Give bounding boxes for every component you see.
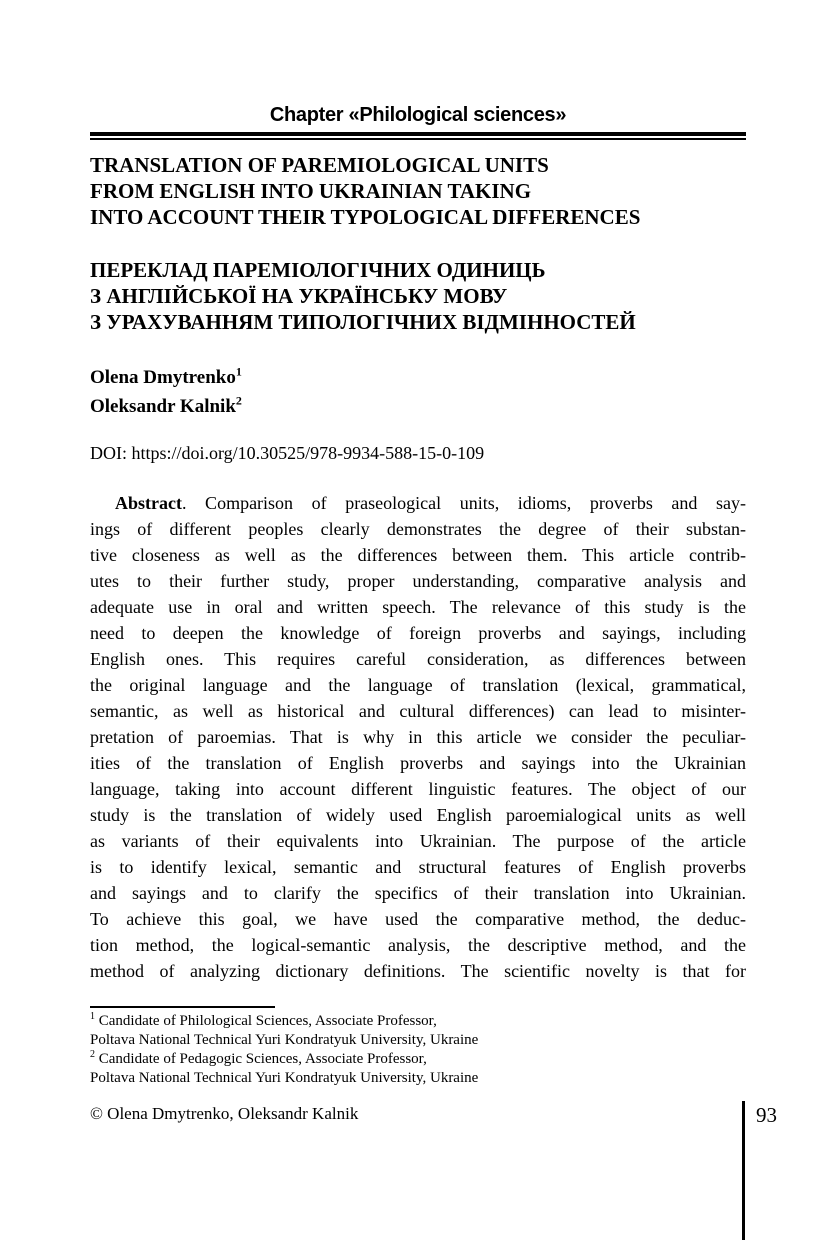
footnote-affiliation-text: Poltava National Technical Yuri Kondratyuk University, Ukraine bbox=[90, 1032, 479, 1048]
abstract-line: as variants of their equivalents into Ukrainian. The purpose of the article bbox=[90, 831, 746, 851]
authors-block bbox=[90, 363, 746, 421]
abstract-first-line-text: . Comparison of praseological units, idioms, proverbs and say- bbox=[181, 493, 746, 513]
abstract-line: English ones. This requires careful consideration, as differences between bbox=[90, 649, 746, 669]
abstract-line: study is the translation of widely used English paroemialogical units as well bbox=[90, 805, 746, 825]
author-name bbox=[90, 392, 746, 421]
copyright-line: © Olena Dmytrenko, Oleksandr Kalnik bbox=[90, 1104, 359, 1123]
abstract-line: semantic, as well as historical and cultural differences) can lead to misinter- bbox=[90, 701, 746, 721]
title-en-line: INTO ACCOUNT THEIR TYPOLOGICAL DIFFERENCES bbox=[90, 205, 641, 229]
title-en-line: TRANSLATION OF PAREMIOLOGICAL UNITS bbox=[90, 153, 549, 177]
page-number-rule bbox=[742, 1101, 745, 1240]
footnote-marker: 1 bbox=[90, 1011, 95, 1022]
title-en-line: FROM ENGLISH INTO UKRAINIAN TAKING bbox=[90, 179, 532, 203]
abstract-line: method of analyzing dictionary definitions. The scientific novelty is that for bbox=[90, 961, 746, 981]
doi-url[interactable]: https://doi.org/10.30525/978-9934-588-15-0-109 bbox=[131, 443, 485, 463]
abstract-line: is to identify lexical, semantic and structural features of English proverbs bbox=[90, 857, 746, 877]
abstract-label: Abstract bbox=[115, 493, 182, 513]
abstract-line: ings of different peoples clearly demonstrates the degree of their substan- bbox=[90, 519, 746, 539]
title-uk-line: З АНГЛІЙСЬКОЇ НА УКРАЇНСЬКУ МОВУ bbox=[90, 284, 508, 308]
abstract-first-line bbox=[90, 490, 746, 516]
abstract-line: pretation of paroemias. That is why in this article we consider the peculiar- bbox=[90, 727, 746, 747]
page-number: 93 bbox=[756, 1103, 777, 1127]
abstract-line: tion method, the logical-semantic analysis, the descriptive method, and the bbox=[90, 935, 746, 955]
doi-line bbox=[90, 440, 746, 466]
footnote-affiliation bbox=[90, 1031, 746, 1050]
abstract-line: adequate use in oral and written speech. The relevance of this study is the bbox=[90, 597, 746, 617]
article-title-english bbox=[90, 152, 746, 230]
footnote-role: Candidate of Philological Sciences, Associate Professor, bbox=[98, 1013, 437, 1029]
abstract-line: tive closeness as well as the differences between them. This article contrib- bbox=[90, 545, 746, 565]
article-title-ukrainian bbox=[90, 257, 746, 335]
abstract-line: the original language and the language of translation (lexical, grammatical, bbox=[90, 675, 746, 695]
footnote-affiliation-text: Poltava National Technical Yuri Kondratyuk University, Ukraine bbox=[90, 1070, 479, 1086]
author-name bbox=[90, 363, 746, 392]
footnote bbox=[90, 1012, 746, 1031]
footnote-affiliation bbox=[90, 1069, 746, 1088]
abstract-line: language, taking into account different linguistic features. The object of our bbox=[90, 779, 746, 799]
author-name-text: Olena Dmytrenko bbox=[90, 367, 236, 388]
doi-label: DOI: bbox=[90, 443, 132, 463]
abstract-line: ities of the translation of English proverbs and sayings into the Ukrainian bbox=[90, 753, 746, 773]
footnote-role: Candidate of Pedagogic Sciences, Associate Professor, bbox=[98, 1051, 427, 1067]
abstract-line: To achieve this goal, we have used the comparative method, the deduc- bbox=[90, 909, 746, 929]
title-uk-line: ПЕРЕКЛАД ПАРЕМІОЛОГІЧНИХ ОДИНИЦЬ bbox=[90, 258, 546, 282]
abstract-paragraph bbox=[90, 490, 746, 984]
abstract-lines bbox=[90, 516, 746, 984]
abstract-line: utes to their further study, proper understanding, comparative analysis and bbox=[90, 571, 746, 591]
title-uk-line: З УРАХУВАННЯМ ТИПОЛОГІЧНИХ ВІДМІННОСТЕЙ bbox=[90, 310, 636, 334]
author-footnote-marker: 1 bbox=[235, 364, 242, 379]
author-name-text: Oleksandr Kalnik bbox=[90, 396, 236, 417]
header-double-rule bbox=[90, 132, 746, 140]
footnote-separator-rule bbox=[90, 1006, 275, 1008]
footnote bbox=[90, 1050, 746, 1069]
chapter-running-head: Chapter «Philological sciences» bbox=[269, 104, 567, 126]
author-footnote-marker: 2 bbox=[235, 393, 242, 408]
footnotes-block bbox=[90, 1012, 746, 1088]
abstract-line: and sayings and to clarify the specifics of their translation into Ukrainian. bbox=[90, 883, 746, 903]
footnote-marker: 2 bbox=[90, 1049, 95, 1060]
abstract-line: need to deepen the knowledge of foreign proverbs and sayings, including bbox=[90, 623, 746, 643]
page-content bbox=[90, 0, 746, 1124]
